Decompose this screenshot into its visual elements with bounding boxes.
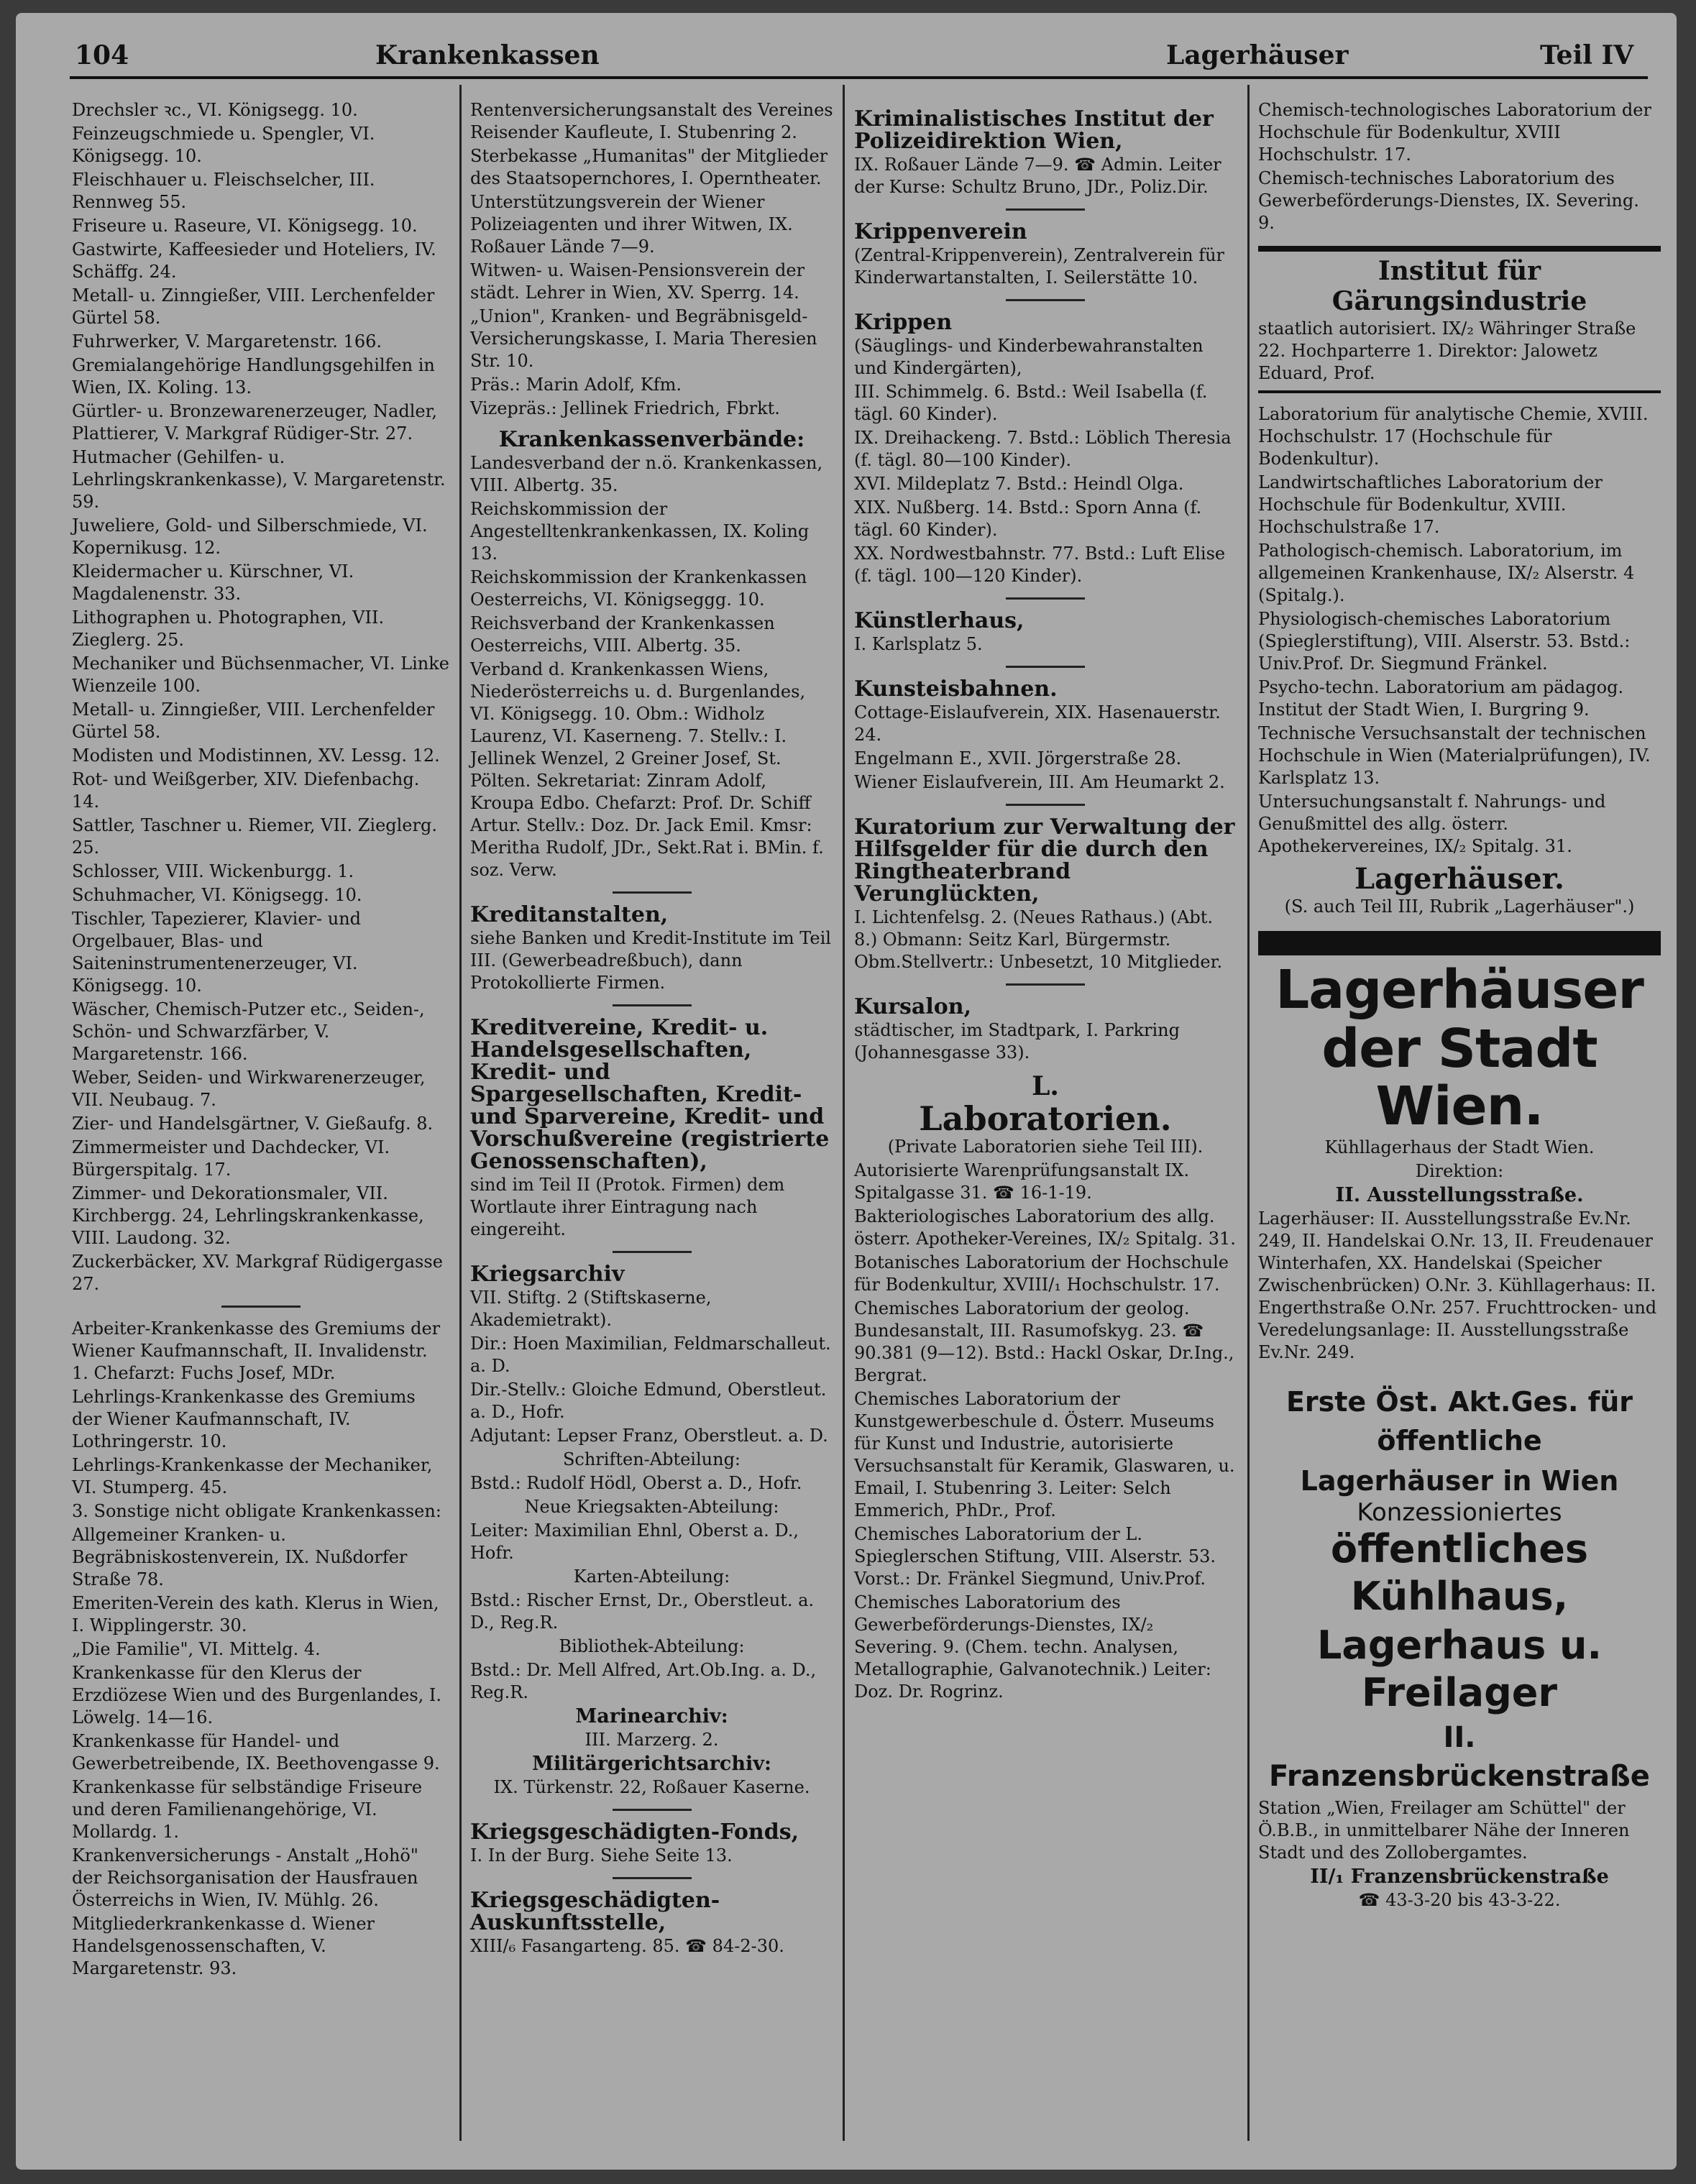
entry: Gürtler- u. Bronzewarenerzeuger, Nadler, Plattierer, V. Markgraf Rüdiger-Str. 27.: [72, 401, 438, 444]
entry: Autorisierte Warenprüfungsanstalt IX. Spitalgasse 31. ☎ 16-1-19.: [854, 1160, 1190, 1203]
entry: Chemisches Laboratorium der geolog. Bundesanstalt, III. Rasumofskyg. 23. ☎ 90.381 (9—12). Bstd.: Hackl Oskar, Dr.Ing., Bergrat.: [854, 1298, 1234, 1385]
entry: staatlich autorisiert. IX/₂ Währinger Straße 22. Hochparterre 1. Direktor: Jalowetz Eduard, Prof.: [1258, 318, 1636, 383]
entry: Station „Wien, Freilager am Schüttel" der Ö.B.B., in unmittelbarer Nähe der Inneren Stadt und des Zollobergamtes.: [1258, 1798, 1630, 1863]
section-heading: Kriminalistisches Institut der Polizeidirektion Wien,: [854, 106, 1214, 154]
entry: „Union", Kranken- und Begräbnisgeld-Versicherungskasse, I. Maria Theresien Str. 10.: [470, 306, 817, 371]
entry: Landwirtschaftliches Laboratorium der Hochschule für Bodenkultur, XVIII. Hochschulstraße 17.: [1258, 472, 1603, 537]
subsection-heading: Bibliothek-Abteilung:: [559, 1636, 745, 1656]
entry: Bstd.: Dr. Mell Alfred, Art.Ob.Ing. a. D., Reg.R.: [470, 1660, 817, 1702]
column-4: [1258, 99, 1661, 1913]
entry: Krankenversicherungs - Anstalt „Hohö" der Reichsorganisation der Hausfrauen Österreichs in Wien, IV. Mühlg. 26.: [72, 1845, 418, 1910]
entry: Engelmann E., XVII. Jörgerstraße 28.: [854, 748, 1182, 768]
section-heading: Künstlerhaus,: [854, 608, 1025, 633]
ad-heading: der Stadt Wien.: [1321, 1018, 1598, 1137]
entry: Gastwirte, Kaffeesieder und Hoteliers, IV. Schäffg. 24.: [72, 239, 436, 282]
entry: Lithographen u. Photographen, VII. Zieglerg. 25.: [72, 607, 385, 650]
entry: „Die Familie", VI. Mittelg. 4.: [72, 1639, 321, 1659]
entry: I. Karlsplatz 5.: [854, 634, 983, 654]
entry: Arbeiter-Krankenkasse des Gremiums der Wiener Kaufmannschaft, II. Invalidenstr. 1. Chefarzt: Fuchs Josef, MDr.: [72, 1318, 441, 1383]
column-divider: [843, 85, 845, 2141]
gaerung-box: [1258, 246, 1661, 393]
entry: 3. Sonstige nicht obligate Krankenkassen:: [72, 1501, 441, 1521]
entry: Präs.: Marin Adolf, Kfm.: [470, 375, 682, 395]
entry: Friseure u. Raseure, VI. Königsegg. 10.: [72, 216, 418, 236]
entry: Landesverband der n.ö. Krankenkassen, VIII. Albertg. 35.: [470, 453, 823, 495]
entry: IX. Dreihackeng. 7. Bstd.: Löblich Theresia (f. tägl. 80—100 Kinder).: [854, 428, 1232, 470]
section-divider: [1006, 666, 1085, 668]
entry: Dir.-Stellv.: Gloiche Edmund, Oberstleut. a. D., Hofr.: [470, 1380, 827, 1422]
header-rule: [70, 76, 1648, 79]
section-heading: Kursalon,: [854, 994, 972, 1019]
page: [16, 13, 1677, 2170]
entry: Sattler, Taschner u. Riemer, VII. Zieglerg. 25.: [72, 815, 437, 858]
entry: Leiter: Maximilian Ehnl, Oberst a. D., Hofr.: [470, 1520, 799, 1563]
box-title: Institut für Gärungsindustrie: [1331, 256, 1587, 316]
entry: Wäscher, Chemisch-Putzer etc., Seiden-, Schön- und Schwarzfärber, V. Margaretenstr. 166.: [72, 999, 425, 1064]
section-heading: Kriegsgeschädigten-Auskunftsstelle,: [470, 1888, 720, 1935]
section-divider: [1006, 597, 1085, 600]
section-heading: Kriegsgeschädigten-Fonds,: [470, 1820, 799, 1845]
entry: Bstd.: Rudolf Hödl, Oberst a. D., Hofr.: [470, 1473, 802, 1493]
section-heading: Krankenkassenverbände:: [498, 427, 805, 452]
section-divider: [1006, 208, 1085, 211]
column-3: [854, 99, 1237, 1704]
advertisement-stadt-wien: [1258, 961, 1661, 1364]
entry: Chemisches Laboratorium des Gewerbeförderungs-Dienstes, IX/₂ Severing. 9. (Chem. techn. Analysen, Metallographie, Galvanotechnik.) Leiter: Doz. Dr. Rogrinz.: [854, 1592, 1211, 1702]
section-heading: Kunsteisbahnen.: [854, 676, 1058, 702]
entry: Lehrlings-Krankenkasse des Gremiums der Wiener Kaufmannschaft, IV. Lothringerstr. 10.: [72, 1387, 416, 1451]
entry: Kleidermacher u. Kürschner, VI. Magdalenenstr. 33.: [72, 561, 354, 604]
entry: Weber, Seiden- und Wirkwarenerzeuger, VII. Neubaug. 7.: [72, 1068, 426, 1110]
entry: Chemisches Laboratorium der L. Spieglerschen Stiftung, VIII. Alserstr. 53. Vorst.: Dr. Fränkel Siegmund, Univ.Prof.: [854, 1524, 1216, 1589]
right-running-title: Lagerhäuser: [1166, 40, 1349, 70]
entry: Schuhmacher, VI. Königsegg. 10.: [72, 885, 362, 905]
entry: Gremialangehörige Handlungsgehilfen in Wien, IX. Koling. 13.: [72, 355, 435, 398]
entry: Krankenkasse für selbständige Friseure und deren Familienangehörige, VI. Mollardg. 1.: [72, 1777, 423, 1842]
ad-heading: Lagerhaus u. Freilager: [1317, 1623, 1602, 1715]
entry: Zimmer- und Dekorationsmaler, VII. Kirchbergg. 24, Lehrlingskrankenkasse, VIII. Laudong. 32.: [72, 1183, 424, 1248]
entry: ☎ 43-3-20 bis 43-3-22.: [1358, 1890, 1561, 1910]
column-1: [72, 99, 449, 1981]
entry: XIX. Nußberg. 14. Bstd.: Sporn Anna (f. tägl. 60 Kinder).: [854, 497, 1202, 540]
entry: Emeriten-Verein des kath. Klerus in Wien, I. Wipplingerstr. 30.: [72, 1593, 439, 1635]
entry: Botanisches Laboratorium der Hochschule für Bodenkultur, XVIII/₁ Hochschulstr. 17.: [854, 1252, 1229, 1295]
ad-heading: öffentliches Kühlhaus,: [1331, 1526, 1588, 1619]
entry: Fuhrwerker, V. Margaretenstr. 166.: [72, 331, 382, 352]
section-divider: [1006, 983, 1085, 986]
entry: Drechsler ꝛc., VI. Königsegg. 10.: [72, 100, 358, 120]
entry: II. Ausstellungsstraße.: [1335, 1184, 1584, 1206]
entry: Rot- und Weißgerber, XIV. Diefenbachg. 14.: [72, 769, 420, 812]
entry: Schlosser, VIII. Wickenburgg. 1.: [72, 861, 354, 881]
entry: II/₁ Franzensbrückenstraße: [1310, 1866, 1609, 1888]
advertisement-erste-oest: [1258, 1382, 1661, 1912]
column-2: [470, 99, 833, 1959]
entry: Lehrlings-Krankenkasse der Mechaniker, VI. Stumperg. 45.: [72, 1455, 433, 1497]
section-divider: [1006, 299, 1085, 301]
entry: Direktion:: [1415, 1161, 1504, 1181]
entry: Bstd.: Rischer Ernst, Dr., Oberstleut. a. D., Reg.R.: [470, 1590, 815, 1633]
entry: Zuckerbäcker, XV. Markgraf Rüdigergasse 27.: [72, 1252, 443, 1294]
entry: Chemisches Laboratorium der Kunstgewerbeschule d. Österr. Museums für Kunst und Industrie, autorisierte Versuchsanstalt für Keramik, Glaswaren, u. Email, I. Stubenring 3. Leiter: Selch Emmerich, PhDr., Prof.: [854, 1389, 1235, 1520]
section-divider: [613, 1877, 692, 1879]
ad-heading: Lagerhäuser: [1275, 959, 1644, 1021]
entry: Physiologisch-chemisches Laboratorium (Spieglerstiftung), VIII. Alserstr. 53. Bstd.: Univ.Prof. Dr. Siegmund Fränkel.: [1258, 609, 1631, 674]
section-title: Laboratorien.: [919, 1099, 1172, 1138]
section-title: Lagerhäuser.: [1354, 862, 1564, 896]
entry: Metall- u. Zinngießer, VIII. Lerchenfelder Gürtel 58.: [72, 285, 435, 328]
column-divider: [459, 85, 462, 2141]
part-label: Teil IV: [1540, 40, 1634, 70]
entry: Laboratorium für analytische Chemie, XVIII. Hochschulstr. 17 (Hochschule für Bodenkultur).: [1258, 404, 1649, 469]
entry: Feinzeugschmiede u. Spengler, VI. Königsegg. 10.: [72, 124, 375, 166]
section-divider: [613, 1809, 692, 1811]
entry: Zier- und Handelsgärtner, V. Gießaufg. 8.: [72, 1114, 434, 1134]
letter-marker: L.: [1032, 1071, 1059, 1101]
entry: IX. Roßauer Lände 7—9. ☎ Admin. Leiter der Kurse: Schultz Bruno, JDr., Poliz.Dir.: [854, 155, 1221, 197]
entry: Bakteriologisches Laboratorium des allg. österr. Apotheker-Vereines, IX/₂ Spitalg. 31.: [854, 1206, 1236, 1249]
section-heading: Kriegsarchiv: [470, 1262, 625, 1287]
subsection-heading: Schriften-Abteilung:: [562, 1449, 741, 1469]
ad-top-bar: [1258, 931, 1661, 955]
section-heading: Marinearchiv:: [575, 1705, 728, 1728]
section-heading: Kreditanstalten,: [470, 902, 669, 927]
entry: Psycho-techn. Laboratorium am pädagog. Institut der Stadt Wien, I. Burgring 9.: [1258, 677, 1624, 720]
entry: III. Marzerg. 2.: [585, 1730, 719, 1750]
entry: Reichsverband der Krankenkassen Oesterreichs, VIII. Albertg. 35.: [470, 613, 775, 656]
section-heading: Krippenverein: [854, 219, 1027, 244]
section-heading: Kreditvereine, Kredit- u. Handelsgesellschaften, Kredit- und Spargesellschaften, Kredit- und Sparvereine, Kredit- und Vorschußvereine (registrierte Genossenschaften),: [470, 1015, 830, 1174]
entry: Hutmacher (Gehilfen- u. Lehrlingskrankenkasse), V. Margaretenstr. 59.: [72, 447, 446, 512]
page-number: 104: [75, 40, 129, 70]
entry: (Zentral-Krippenverein), Zentralverein für Kinderwartanstalten, I. Seilerstätte 10.: [854, 245, 1225, 288]
entry: VII. Stiftg. 2 (Stiftskaserne, Akademietrakt).: [470, 1288, 712, 1330]
ad-heading: Erste Öst. Akt.Ges. für öffentliche: [1285, 1386, 1633, 1456]
entry: Sterbekasse „Humanitas" der Mitglieder des Staatsopernchores, I. Operntheater.: [470, 146, 828, 188]
entry: Chemisch-technologisches Laboratorium der Hochschule für Bodenkultur, XVIII Hochschulstr. 17.: [1258, 100, 1651, 165]
section-divider: [1006, 804, 1085, 806]
entry: Rentenversicherungsanstalt des Vereines Reisender Kaufleute, I. Stubenring 2.: [470, 100, 833, 142]
ad-heading: II. Franzensbrückenstraße: [1269, 1721, 1650, 1793]
entry: Adjutant: Lepser Franz, Oberstleut. a. D.: [470, 1426, 828, 1446]
entry: Modisten und Modistinnen, XV. Lessg. 12.: [72, 745, 440, 766]
entry: Krankenkasse für den Klerus der Erzdiözese Wien und des Burgenlandes, I. Löwelg. 14—16.: [72, 1663, 442, 1728]
entry: Technische Versuchsanstalt der technischen Hochschule in Wien (Materialprüfungen), IV. Karlsplatz 13.: [1258, 723, 1651, 788]
entry: Juweliere, Gold- und Silberschmiede, VI. Kopernikusg. 12.: [72, 515, 428, 558]
left-running-title: Krankenkassen: [375, 40, 600, 70]
entry: Lagerhäuser: II. Ausstellungsstraße Ev.Nr. 249, II. Handelskai O.Nr. 13, II. Freudenauer Winterhafen, XX. Handelskai (Speicher Zwischenbrücken) O.Nr. 3. Kühllagerhaus: II. Engerthstraße O.Nr. 257. Fruchttrocken- und Veredelungsanlage: II. Ausstellungsstraße Ev.Nr. 249.: [1258, 1208, 1657, 1362]
entry: Pathologisch-chemisch. Laboratorium, im allgemeinen Krankenhause, IX/₂ Alserstr. 4 (Spitalg.).: [1258, 541, 1635, 605]
subsection-heading: Neue Kriegsakten-Abteilung:: [524, 1497, 779, 1517]
section-heading: Militärgerichtsarchiv:: [532, 1753, 771, 1775]
entry: Krankenkasse für Handel- und Gewerbetreibende, IX. Beethovengasse 9.: [72, 1731, 440, 1774]
section-divider: [613, 1004, 692, 1006]
entry: Reichskommission der Angestelltenkrankenkassen, IX. Koling 13.: [470, 499, 810, 564]
entry: Zimmermeister und Dachdecker, VI. Bürgerspitalg. 17.: [72, 1137, 390, 1180]
entry: Dir.: Hoen Maximilian, Feldmarschalleut. a. D.: [470, 1334, 831, 1376]
section-heading: Krippen: [854, 310, 953, 335]
entry: Mechaniker und Büchsenmacher, VI. Linke Wienzeile 100.: [72, 653, 449, 696]
page-header: [16, 13, 1677, 70]
column-divider: [1247, 85, 1250, 2141]
section-heading: Kuratorium zur Verwaltung der Hilfsgelder für die durch den Ringtheaterbrand Verunglückten,: [854, 815, 1235, 907]
entry: III. Schimmelg. 6. Bstd.: Weil Isabella (f. tägl. 60 Kinder).: [854, 382, 1208, 424]
section-divider: [221, 1306, 301, 1308]
entry: IX. Türkenstr. 22, Roßauer Kaserne.: [493, 1777, 810, 1797]
entry: Mitgliederkrankenkasse d. Wiener Handelsgenossenschaften, V. Margaretenstr. 93.: [72, 1914, 375, 1978]
subsection-heading: Karten-Abteilung:: [573, 1566, 730, 1587]
entry: städtischer, im Stadtpark, I. Parkring (Johannesgasse 33).: [854, 1020, 1180, 1063]
entry: Verband d. Krankenkassen Wiens, Niederösterreichs u. d. Burgenlandes, VI. Königsegg. 10. Obm.: Widholz Laurenz, VI. Kaserneng. 7. Stellv.: I. Jellinek Wenzel, 2 Greiner Josef, St. Pölten. Sekretariat: Zinram Adolf, Kroupa Edbo. Chefarzt: Prof. Dr. Schiff Artur. Stellv.: Doz. Dr. Jack Emil. Kmsr: Meritha Rudolf, JDr., Sekt.Rat i. BMin. f. soz. Verw.: [470, 659, 824, 880]
entry: sind im Teil II (Protok. Firmen) dem Wortlaute ihrer Eintragung nach eingereiht.: [470, 1175, 785, 1239]
entry: Unterstützungsverein der Wiener Polizeiagenten und ihrer Witwen, IX. Roßauer Lände 7—9.: [470, 192, 793, 257]
entry: siehe Banken und Kredit-Institute im Teil III. (Gewerbeadreßbuch), dann Protokollierte Firmen.: [470, 928, 831, 993]
entry: I. In der Burg. Siehe Seite 13.: [470, 1845, 733, 1866]
entry: Untersuchungsanstalt f. Nahrungs- und Genußmittel des allg. österr. Apothekervereines, IX/₂ Spitalg. 31.: [1258, 792, 1606, 856]
entry: Kühllagerhaus der Stadt Wien.: [1324, 1137, 1595, 1157]
entry: Fleischhauer u. Fleischselcher, III. Rennweg 55.: [72, 170, 375, 212]
entry: Vizepräs.: Jellinek Friedrich, Fbrkt.: [470, 398, 780, 418]
entry: Allgemeiner Kranken- u. Begräbniskostenverein, IX. Nußdorfer Straße 78.: [72, 1525, 408, 1589]
entry: Tischler, Tapezierer, Klavier- und Orgelbauer, Blas- und Saiteninstrumentenerzeuger, VI. Königsegg. 10.: [72, 909, 362, 996]
entry: (Säuglings- und Kinderbewahranstalten und Kindergärten),: [854, 336, 1204, 378]
entry: Witwen- u. Waisen-Pensionsverein der städt. Lehrer in Wien, XV. Sperrg. 14.: [470, 260, 805, 303]
entry: XVI. Mildeplatz 7. Bstd.: Heindl Olga.: [854, 474, 1184, 494]
entry: Wiener Eislaufverein, III. Am Heumarkt 2.: [854, 772, 1225, 792]
ad-heading: Lagerhäuser in Wien: [1300, 1465, 1619, 1497]
entry: XIII/₆ Fasangarteng. 85. ☎ 84-2-30.: [470, 1936, 784, 1956]
entry: Cottage-Eislaufverein, XIX. Hasenauerstr. 24.: [854, 702, 1221, 745]
entry: XX. Nordwestbahnstr. 77. Bstd.: Luft Elise (f. tägl. 100—120 Kinder).: [854, 543, 1226, 586]
section-divider: [613, 1251, 692, 1253]
entry: Reichskommission der Krankenkassen Oesterreichs, VI. Königseggg. 10.: [470, 567, 807, 610]
entry: Metall- u. Zinngießer, VIII. Lerchenfelder Gürtel 58.: [72, 699, 435, 742]
entry: (S. auch Teil III, Rubrik „Lagerhäuser".): [1284, 896, 1635, 917]
entry: I. Lichtenfelsg. 2. (Neues Rathaus.) (Abt. 8.) Obmann: Seitz Karl, Bürgermstr. Obm.Stellvertr.: Unbesetzt, 10 Mitglieder.: [854, 907, 1223, 972]
entry: Chemisch-technisches Laboratorium des Gewerbeförderungs-Dienstes, IX. Severing. 9.: [1258, 168, 1639, 233]
entry: (Private Laboratorien siehe Teil III).: [887, 1137, 1204, 1157]
section-divider: [613, 891, 692, 894]
ad-subheading: Konzessioniertes: [1357, 1498, 1562, 1527]
